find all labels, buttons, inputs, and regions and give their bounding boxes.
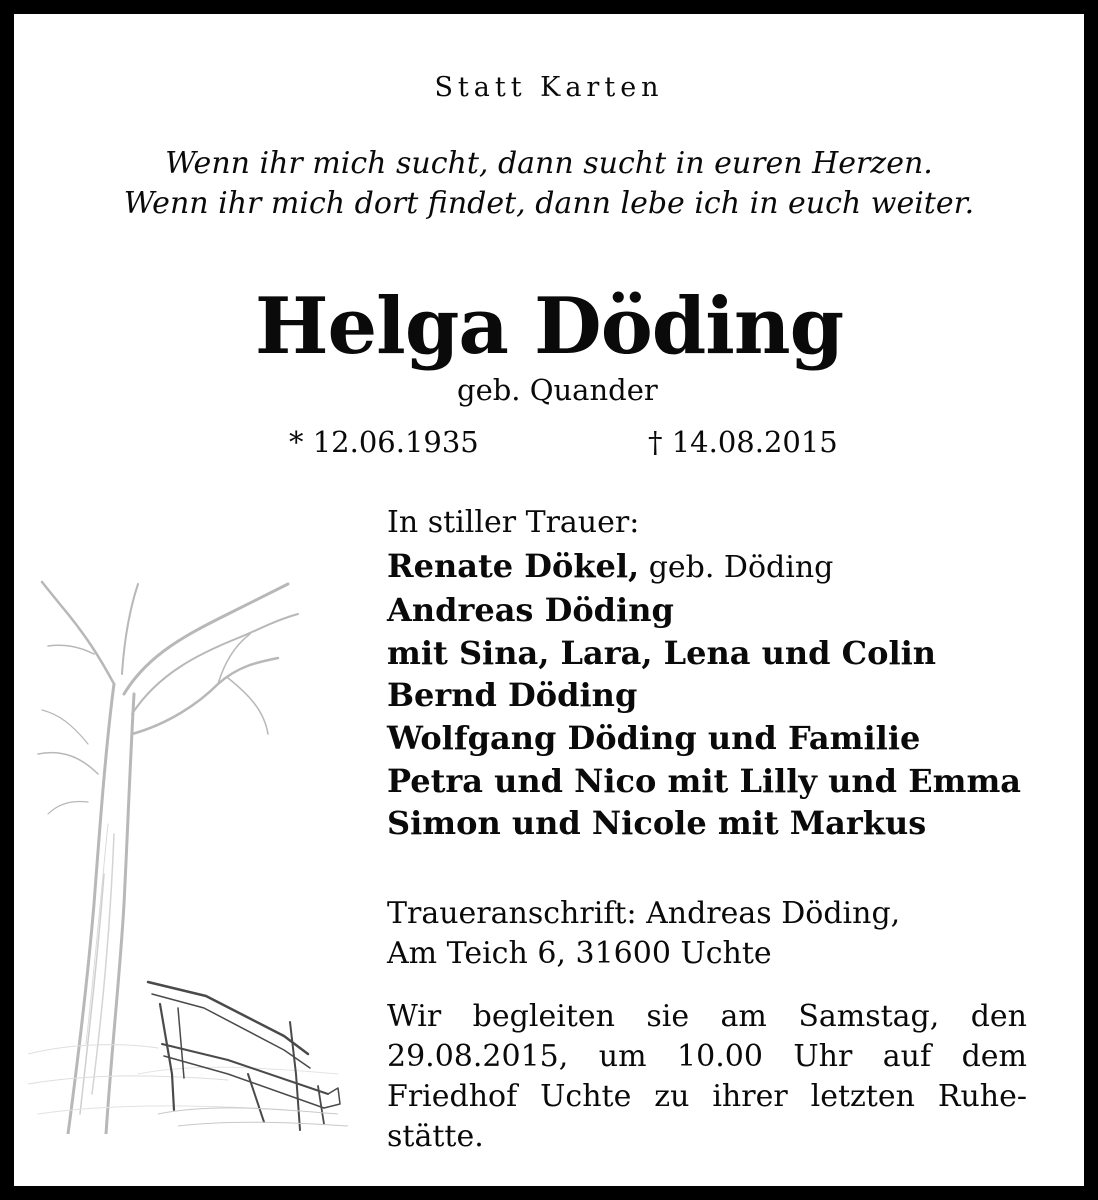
mourner-birth-name: geb. Döding xyxy=(639,549,834,585)
mourner-line: Andreas Döding xyxy=(387,591,674,630)
mourner-line: Bernd Döding xyxy=(387,676,638,715)
mourner-line: mit Sina, Lara, Lena und Colin xyxy=(387,633,937,672)
mourner-line: Wolfgang Döding und Familie xyxy=(387,718,921,757)
mourner-line: Simon und Nicole mit Markus xyxy=(387,804,927,843)
tree-and-bench-drawing xyxy=(28,574,358,1134)
address-line: Traueranschrift: Andreas Döding, xyxy=(387,896,901,931)
funeral-line: Friedhof Uchte zu ihrer letzten Ruhe- xyxy=(387,1079,1027,1114)
quote-line: Wenn ihr mich dort findet, dann lebe ich in euch weiter. xyxy=(123,186,975,221)
funeral-line: stätte. xyxy=(387,1119,484,1154)
mourner-line xyxy=(387,545,1067,590)
quote-line: Wenn ihr mich sucht, dann sucht in euren Herzen. xyxy=(165,146,933,181)
deceased-name: Helga Döding xyxy=(254,281,844,372)
address-line: Am Teich 6, 31600 Uchte xyxy=(387,936,772,971)
memorial-quote xyxy=(14,144,1084,224)
mourners-list xyxy=(387,502,1067,845)
mourner-line: Petra und Nico mit Lilly und Emma xyxy=(387,761,1022,800)
birth-date: * 12.06.1935 xyxy=(289,425,479,459)
mourner-name: Renate Dökel, xyxy=(387,546,640,585)
mourning-address xyxy=(387,894,1047,974)
funeral-line: 29.08.2015, um 10.00 Uhr auf dem xyxy=(387,1039,1027,1074)
death-date: † 14.08.2015 xyxy=(648,425,838,459)
birth-name: geb. Quander xyxy=(457,373,658,407)
statt-karten-heading: Statt Karten xyxy=(434,72,664,103)
mourners-intro: In stiller Trauer: xyxy=(387,505,640,540)
funeral-notice xyxy=(387,997,1027,1157)
funeral-line: Wir begleiten sie am Samstag, den xyxy=(387,999,1027,1034)
